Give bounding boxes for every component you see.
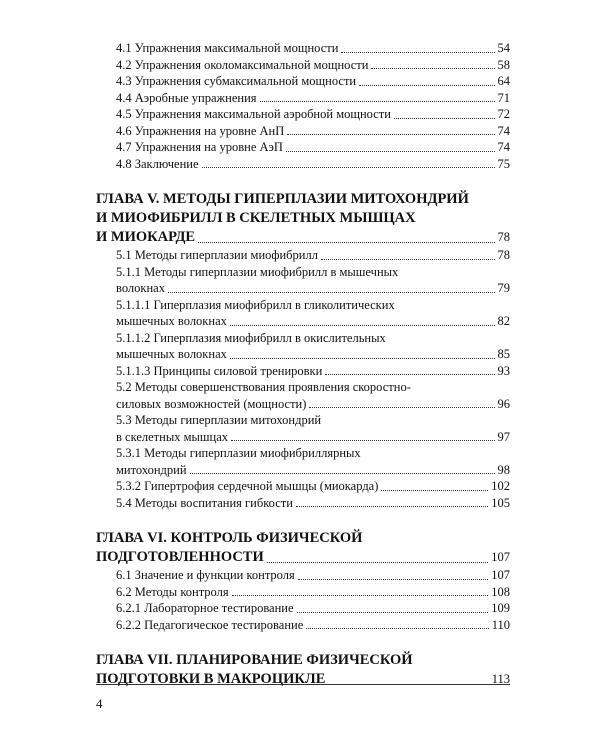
dot-leader (321, 259, 495, 260)
dot-leader (381, 490, 488, 491)
dot-leader (230, 325, 495, 326)
toc-entry[interactable]: 5.1.1.3 Принципы силовой тренировки 93 (116, 363, 510, 378)
toc-entry[interactable]: 5.3.2 Гипертрофия сердечной мышцы (миокарда) 102 (116, 479, 510, 493)
chapter-5-heading[interactable]: ГЛАВА V. МЕТОДЫ ГИПЕРПЛАЗИИ МИТОХОНДРИЙ И МИОФИБРИЛЛ В СКЕЛЕТНЫХ МЫШЦАХ И МИОКАРДЕ 78 (96, 191, 510, 245)
toc-entry[interactable]: 5.1.1 Методы гиперплазии миофибрилл в мышечных волокнах 79 (116, 264, 510, 295)
dot-leader (297, 612, 489, 613)
toc-entry[interactable]: 4.5 Упражнения максимальной аэробной мощности 72 (116, 107, 510, 121)
toc-entry[interactable]: 5.3.1 Методы гиперплазии миофибриллярных митохондрий 98 (116, 446, 510, 477)
toc-entry[interactable]: 4.4 Аэробные упражнения 71 (116, 90, 510, 105)
dot-leader (306, 628, 488, 629)
dot-leader (267, 562, 489, 563)
toc-entry[interactable]: 4.3 Упражнения субмаксимальной мощности 64 (116, 74, 510, 88)
chapter-6-heading[interactable]: ГЛАВА VI. КОНТРОЛЬ ФИЗИЧЕСКОЙ ПОДГОТОВЛЕННОСТИ 107 (96, 530, 510, 565)
page-number: 4 (96, 696, 103, 711)
toc-entry[interactable]: 5.1.1.1 Гиперплазия миофибрилл в гликолитических мышечных волокнах 82 (116, 297, 510, 328)
toc-entry[interactable]: 5.4 Методы воспитания гибкости 105 (116, 495, 510, 510)
toc-entry[interactable]: 4.6 Упражнения на уровне АнП 74 (116, 123, 510, 138)
dot-leader (260, 101, 495, 102)
dot-leader (231, 440, 494, 441)
dot-leader (232, 595, 489, 596)
toc-entry[interactable]: 4.1 Упражнения максимальной мощности 54 (116, 41, 510, 55)
toc-entry[interactable]: 6.2.2 Педагогическое тестирование 110 (116, 617, 510, 632)
dot-leader (198, 242, 494, 243)
toc-entry[interactable]: 5.3 Методы гиперплазии митохондрий в скелетных мышцах 97 (116, 413, 510, 444)
toc-entry[interactable]: 6.2 Методы контроля 108 (116, 584, 510, 599)
dot-leader (371, 68, 494, 69)
chapter-7-heading[interactable]: ГЛАВА VII. ПЛАНИРОВАНИЕ ФИЗИЧЕСКОЙ ПОДГОТОВКИ В МАКРОЦИКЛЕ 113 (96, 652, 510, 687)
dot-leader (202, 167, 495, 168)
dot-leader (230, 358, 495, 359)
dot-leader (190, 473, 495, 474)
toc-entry[interactable]: 4.2 Упражнения околомаксимальной мощности 58 (116, 57, 510, 72)
toc-entry[interactable]: 6.2.1 Лабораторное тестирование 109 (116, 601, 510, 615)
dot-leader (394, 118, 495, 119)
dot-leader (298, 579, 488, 580)
toc-entry[interactable]: 5.1 Методы гиперплазии миофибрилл 78 (116, 248, 510, 262)
dot-leader (309, 407, 494, 408)
dot-leader (168, 292, 495, 293)
toc-entry[interactable]: 5.1.1.2 Гиперплазия миофибрилл в окислительных мышечных волокнах 85 (116, 330, 510, 361)
dot-leader (296, 506, 488, 507)
dot-leader (359, 85, 494, 86)
dot-leader (287, 134, 494, 135)
toc-entry[interactable]: 4.8 Заключение 75 (116, 156, 510, 171)
toc-entry[interactable]: 6.1 Значение и функции контроля 107 (116, 568, 510, 582)
dot-leader (286, 151, 495, 152)
dot-leader (325, 374, 494, 375)
dot-leader (341, 52, 494, 53)
toc-entry[interactable]: 4.7 Упражнения на уровне АэП 74 (116, 140, 510, 154)
footer-rule (96, 684, 510, 685)
toc-entry[interactable]: 5.2 Методы совершенствования проявления скоростно- силовых возможностей (мощности) 96 (116, 380, 510, 411)
table-of-contents (96, 40, 510, 689)
